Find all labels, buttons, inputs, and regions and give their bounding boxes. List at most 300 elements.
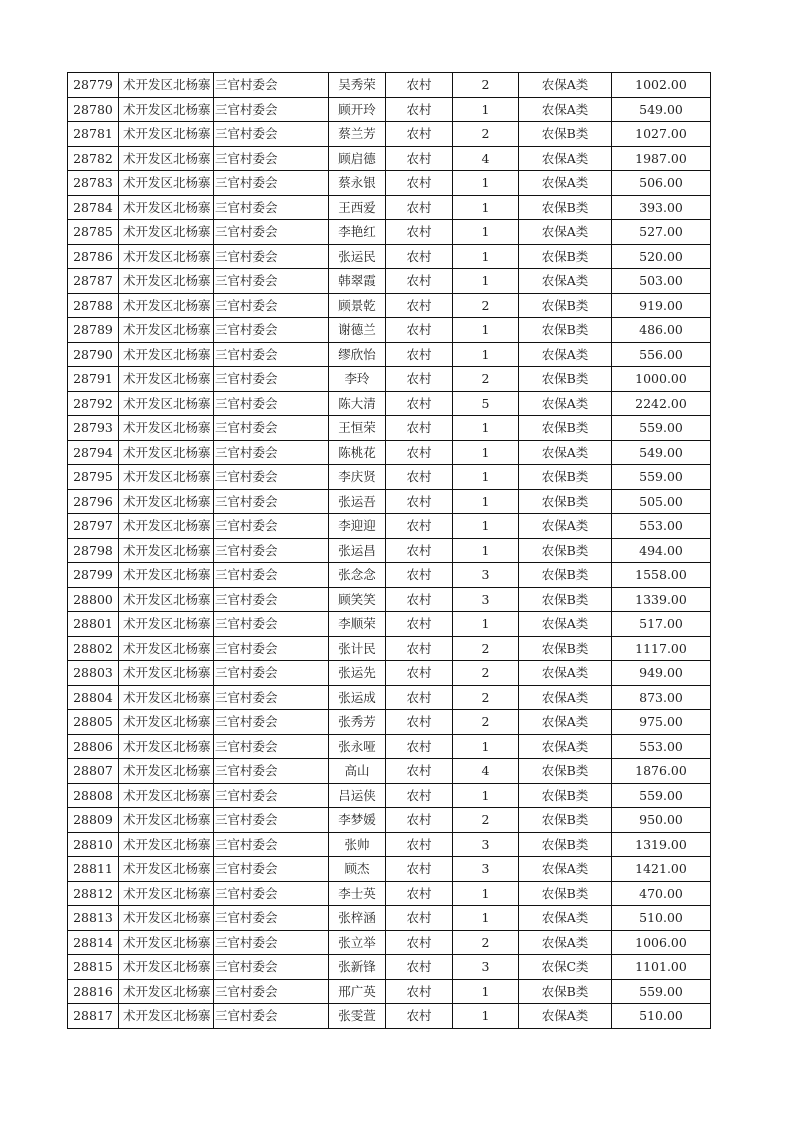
household-type-cell: 农村 (386, 685, 453, 710)
table-row (68, 734, 711, 759)
area-cell: 术开发区北杨寨 (119, 661, 214, 686)
household-type-cell: 农村 (386, 195, 453, 220)
table-row (68, 195, 711, 220)
insurance-category-cell: 农保A类 (519, 734, 612, 759)
amount-cell: 1987.00 (612, 146, 711, 171)
village-committee-cell: 三官村委会 (214, 293, 329, 318)
village-committee-cell: 三官村委会 (214, 563, 329, 588)
member-count-cell: 3 (453, 587, 519, 612)
member-count-cell: 2 (453, 122, 519, 147)
member-count-cell: 4 (453, 759, 519, 784)
insurance-category-cell: 农保A类 (519, 857, 612, 882)
household-type-cell: 农村 (386, 171, 453, 196)
household-type-cell: 农村 (386, 661, 453, 686)
village-committee-cell: 三官村委会 (214, 122, 329, 147)
name-cell: 李士英 (329, 881, 386, 906)
village-committee-cell: 三官村委会 (214, 514, 329, 539)
amount-cell: 506.00 (612, 171, 711, 196)
insurance-category-cell: 农保A类 (519, 710, 612, 735)
area-cell: 术开发区北杨寨 (119, 342, 214, 367)
member-count-cell: 2 (453, 636, 519, 661)
member-count-cell: 2 (453, 808, 519, 833)
village-committee-cell: 三官村委会 (214, 220, 329, 245)
area-cell: 术开发区北杨寨 (119, 759, 214, 784)
row-number: 28798 (68, 538, 119, 563)
member-count-cell: 1 (453, 612, 519, 637)
household-type-cell: 农村 (386, 514, 453, 539)
amount-cell: 919.00 (612, 293, 711, 318)
insurance-category-cell: 农保A类 (519, 269, 612, 294)
amount-cell: 1558.00 (612, 563, 711, 588)
village-committee-cell: 三官村委会 (214, 710, 329, 735)
member-count-cell: 3 (453, 955, 519, 980)
row-number: 28791 (68, 367, 119, 392)
table-row (68, 955, 711, 980)
amount-cell: 549.00 (612, 440, 711, 465)
table-body (68, 73, 711, 1029)
row-number: 28783 (68, 171, 119, 196)
household-type-cell: 农村 (386, 538, 453, 563)
table-row (68, 1004, 711, 1029)
row-number: 28800 (68, 587, 119, 612)
amount-cell: 503.00 (612, 269, 711, 294)
name-cell: 张立举 (329, 930, 386, 955)
name-cell: 张新锋 (329, 955, 386, 980)
row-number: 28801 (68, 612, 119, 637)
area-cell: 术开发区北杨寨 (119, 881, 214, 906)
name-cell: 李梦媛 (329, 808, 386, 833)
village-committee-cell: 三官村委会 (214, 906, 329, 931)
area-cell: 术开发区北杨寨 (119, 710, 214, 735)
table-row (68, 930, 711, 955)
insurance-category-cell: 农保A类 (519, 661, 612, 686)
area-cell: 术开发区北杨寨 (119, 979, 214, 1004)
amount-cell: 559.00 (612, 465, 711, 490)
household-type-cell: 农村 (386, 97, 453, 122)
insurance-category-cell: 农保B类 (519, 195, 612, 220)
table-row (68, 73, 711, 98)
amount-cell: 1002.00 (612, 73, 711, 98)
village-committee-cell: 三官村委会 (214, 440, 329, 465)
row-number: 28815 (68, 955, 119, 980)
row-number: 28816 (68, 979, 119, 1004)
row-number: 28792 (68, 391, 119, 416)
name-cell: 顾笑笑 (329, 587, 386, 612)
area-cell: 术开发区北杨寨 (119, 293, 214, 318)
village-committee-cell: 三官村委会 (214, 783, 329, 808)
member-count-cell: 2 (453, 930, 519, 955)
insurance-category-cell: 农保A类 (519, 342, 612, 367)
area-cell: 术开发区北杨寨 (119, 930, 214, 955)
insurance-category-cell: 农保B类 (519, 832, 612, 857)
name-cell: 高山 (329, 759, 386, 784)
row-number: 28793 (68, 416, 119, 441)
amount-cell: 2242.00 (612, 391, 711, 416)
household-type-cell: 农村 (386, 808, 453, 833)
household-type-cell: 农村 (386, 1004, 453, 1029)
village-committee-cell: 三官村委会 (214, 734, 329, 759)
row-number: 28784 (68, 195, 119, 220)
table-row (68, 636, 711, 661)
village-committee-cell: 三官村委会 (214, 538, 329, 563)
area-cell: 术开发区北杨寨 (119, 489, 214, 514)
member-count-cell: 1 (453, 906, 519, 931)
village-committee-cell: 三官村委会 (214, 342, 329, 367)
area-cell: 术开发区北杨寨 (119, 636, 214, 661)
member-count-cell: 1 (453, 318, 519, 343)
insurance-category-cell: 农保B类 (519, 538, 612, 563)
member-count-cell: 1 (453, 538, 519, 563)
area-cell: 术开发区北杨寨 (119, 220, 214, 245)
table-row (68, 122, 711, 147)
household-type-cell: 农村 (386, 318, 453, 343)
insurance-category-cell: 农保B类 (519, 587, 612, 612)
area-cell: 术开发区北杨寨 (119, 465, 214, 490)
table-row (68, 97, 711, 122)
insurance-category-cell: 农保B类 (519, 367, 612, 392)
amount-cell: 559.00 (612, 416, 711, 441)
name-cell: 张雯萱 (329, 1004, 386, 1029)
area-cell: 术开发区北杨寨 (119, 563, 214, 588)
household-type-cell: 农村 (386, 146, 453, 171)
row-number: 28813 (68, 906, 119, 931)
area-cell: 术开发区北杨寨 (119, 808, 214, 833)
household-type-cell: 农村 (386, 587, 453, 612)
area-cell: 术开发区北杨寨 (119, 734, 214, 759)
village-committee-cell: 三官村委会 (214, 685, 329, 710)
household-type-cell: 农村 (386, 367, 453, 392)
household-type-cell: 农村 (386, 759, 453, 784)
row-number: 28794 (68, 440, 119, 465)
area-cell: 术开发区北杨寨 (119, 514, 214, 539)
area-cell: 术开发区北杨寨 (119, 832, 214, 857)
village-committee-cell: 三官村委会 (214, 930, 329, 955)
household-type-cell: 农村 (386, 269, 453, 294)
insurance-category-cell: 农保A类 (519, 440, 612, 465)
village-committee-cell: 三官村委会 (214, 587, 329, 612)
table-row (68, 220, 711, 245)
insurance-category-cell: 农保A类 (519, 73, 612, 98)
row-number: 28804 (68, 685, 119, 710)
row-number: 28790 (68, 342, 119, 367)
amount-cell: 1117.00 (612, 636, 711, 661)
insurance-category-cell: 农保B类 (519, 979, 612, 1004)
table-row (68, 269, 711, 294)
table-row (68, 538, 711, 563)
name-cell: 张运成 (329, 685, 386, 710)
insurance-category-cell: 农保B类 (519, 416, 612, 441)
insurance-category-cell: 农保B类 (519, 759, 612, 784)
name-cell: 张计民 (329, 636, 386, 661)
table-row (68, 906, 711, 931)
village-committee-cell: 三官村委会 (214, 808, 329, 833)
amount-cell: 1339.00 (612, 587, 711, 612)
household-type-cell: 农村 (386, 73, 453, 98)
area-cell: 术开发区北杨寨 (119, 685, 214, 710)
insurance-category-cell: 农保A类 (519, 97, 612, 122)
household-type-cell: 农村 (386, 293, 453, 318)
table-row (68, 465, 711, 490)
member-count-cell: 1 (453, 244, 519, 269)
amount-cell: 494.00 (612, 538, 711, 563)
household-type-cell: 农村 (386, 391, 453, 416)
member-count-cell: 2 (453, 367, 519, 392)
table-row (68, 808, 711, 833)
member-count-cell: 1 (453, 342, 519, 367)
member-count-cell: 1 (453, 514, 519, 539)
amount-cell: 510.00 (612, 1004, 711, 1029)
insurance-category-cell: 农保A类 (519, 685, 612, 710)
amount-cell: 1421.00 (612, 857, 711, 882)
table-row (68, 440, 711, 465)
member-count-cell: 1 (453, 269, 519, 294)
insurance-category-cell: 农保A类 (519, 514, 612, 539)
row-number: 28811 (68, 857, 119, 882)
amount-cell: 393.00 (612, 195, 711, 220)
member-count-cell: 1 (453, 734, 519, 759)
member-count-cell: 1 (453, 416, 519, 441)
amount-cell: 549.00 (612, 97, 711, 122)
household-type-cell: 农村 (386, 930, 453, 955)
village-committee-cell: 三官村委会 (214, 881, 329, 906)
member-count-cell: 1 (453, 489, 519, 514)
area-cell: 术开发区北杨寨 (119, 195, 214, 220)
table-row (68, 514, 711, 539)
name-cell: 韩翠霞 (329, 269, 386, 294)
insurance-category-cell: 农保B类 (519, 636, 612, 661)
table-row (68, 489, 711, 514)
row-number: 28788 (68, 293, 119, 318)
insurance-category-cell: 农保B类 (519, 881, 612, 906)
insurance-category-cell: 农保B类 (519, 122, 612, 147)
row-number: 28796 (68, 489, 119, 514)
amount-cell: 950.00 (612, 808, 711, 833)
table-row (68, 783, 711, 808)
member-count-cell: 1 (453, 440, 519, 465)
row-number: 28785 (68, 220, 119, 245)
household-type-cell: 农村 (386, 440, 453, 465)
insurance-category-cell: 农保B类 (519, 465, 612, 490)
household-type-cell: 农村 (386, 612, 453, 637)
insurance-category-cell: 农保A类 (519, 930, 612, 955)
name-cell: 缪欣怡 (329, 342, 386, 367)
household-type-cell: 农村 (386, 220, 453, 245)
amount-cell: 975.00 (612, 710, 711, 735)
name-cell: 张帅 (329, 832, 386, 857)
name-cell: 顾杰 (329, 857, 386, 882)
household-type-cell: 农村 (386, 734, 453, 759)
area-cell: 术开发区北杨寨 (119, 416, 214, 441)
table-row (68, 146, 711, 171)
member-count-cell: 2 (453, 710, 519, 735)
area-cell: 术开发区北杨寨 (119, 612, 214, 637)
name-cell: 蔡永银 (329, 171, 386, 196)
household-type-cell: 农村 (386, 244, 453, 269)
table-row (68, 318, 711, 343)
insurance-category-cell: 农保B类 (519, 318, 612, 343)
insurance-category-cell: 农保B类 (519, 293, 612, 318)
table-row (68, 661, 711, 686)
row-number: 28810 (68, 832, 119, 857)
row-number: 28799 (68, 563, 119, 588)
table-row (68, 979, 711, 1004)
village-committee-cell: 三官村委会 (214, 759, 329, 784)
amount-cell: 486.00 (612, 318, 711, 343)
insurance-category-cell: 农保A类 (519, 146, 612, 171)
name-cell: 张运民 (329, 244, 386, 269)
area-cell: 术开发区北杨寨 (119, 171, 214, 196)
area-cell: 术开发区北杨寨 (119, 244, 214, 269)
member-count-cell: 2 (453, 73, 519, 98)
table-row (68, 857, 711, 882)
name-cell: 李迎迎 (329, 514, 386, 539)
name-cell: 顾景乾 (329, 293, 386, 318)
amount-cell: 553.00 (612, 514, 711, 539)
village-committee-cell: 三官村委会 (214, 832, 329, 857)
row-number: 28809 (68, 808, 119, 833)
amount-cell: 505.00 (612, 489, 711, 514)
name-cell: 张念念 (329, 563, 386, 588)
name-cell: 邢广英 (329, 979, 386, 1004)
village-committee-cell: 三官村委会 (214, 636, 329, 661)
insurance-category-cell: 农保A类 (519, 1004, 612, 1029)
amount-cell: 559.00 (612, 979, 711, 1004)
row-number: 28802 (68, 636, 119, 661)
row-number: 28817 (68, 1004, 119, 1029)
row-number: 28789 (68, 318, 119, 343)
row-number: 28779 (68, 73, 119, 98)
name-cell: 王西爱 (329, 195, 386, 220)
amount-cell: 517.00 (612, 612, 711, 637)
household-type-cell: 农村 (386, 955, 453, 980)
village-committee-cell: 三官村委会 (214, 465, 329, 490)
area-cell: 术开发区北杨寨 (119, 391, 214, 416)
area-cell: 术开发区北杨寨 (119, 440, 214, 465)
name-cell: 陈桃花 (329, 440, 386, 465)
insurance-category-cell: 农保B类 (519, 808, 612, 833)
table-row (68, 612, 711, 637)
table-row (68, 171, 711, 196)
row-number: 28814 (68, 930, 119, 955)
village-committee-cell: 三官村委会 (214, 367, 329, 392)
table-row (68, 685, 711, 710)
village-committee-cell: 三官村委会 (214, 1004, 329, 1029)
row-number: 28812 (68, 881, 119, 906)
name-cell: 吴秀荣 (329, 73, 386, 98)
member-count-cell: 1 (453, 195, 519, 220)
household-type-cell: 农村 (386, 563, 453, 588)
area-cell: 术开发区北杨寨 (119, 857, 214, 882)
village-committee-cell: 三官村委会 (214, 489, 329, 514)
table-row (68, 391, 711, 416)
amount-cell: 520.00 (612, 244, 711, 269)
area-cell: 术开发区北杨寨 (119, 906, 214, 931)
village-committee-cell: 三官村委会 (214, 857, 329, 882)
amount-cell: 470.00 (612, 881, 711, 906)
amount-cell: 1000.00 (612, 367, 711, 392)
household-type-cell: 农村 (386, 416, 453, 441)
table-row (68, 587, 711, 612)
amount-cell: 1027.00 (612, 122, 711, 147)
member-count-cell: 1 (453, 97, 519, 122)
name-cell: 李顺荣 (329, 612, 386, 637)
insurance-category-cell: 农保A类 (519, 906, 612, 931)
village-committee-cell: 三官村委会 (214, 171, 329, 196)
table-row (68, 367, 711, 392)
amount-cell: 510.00 (612, 906, 711, 931)
table-row (68, 416, 711, 441)
relief-roster-table (67, 72, 711, 1029)
row-number: 28803 (68, 661, 119, 686)
row-number: 28807 (68, 759, 119, 784)
amount-cell: 1319.00 (612, 832, 711, 857)
area-cell: 术开发区北杨寨 (119, 538, 214, 563)
row-number: 28795 (68, 465, 119, 490)
row-number: 28786 (68, 244, 119, 269)
member-count-cell: 5 (453, 391, 519, 416)
row-number: 28797 (68, 514, 119, 539)
amount-cell: 1101.00 (612, 955, 711, 980)
village-committee-cell: 三官村委会 (214, 955, 329, 980)
area-cell: 术开发区北杨寨 (119, 146, 214, 171)
member-count-cell: 1 (453, 783, 519, 808)
name-cell: 顾启德 (329, 146, 386, 171)
member-count-cell: 1 (453, 465, 519, 490)
name-cell: 张永哑 (329, 734, 386, 759)
name-cell: 王恒荣 (329, 416, 386, 441)
amount-cell: 527.00 (612, 220, 711, 245)
household-type-cell: 农村 (386, 342, 453, 367)
village-committee-cell: 三官村委会 (214, 391, 329, 416)
household-type-cell: 农村 (386, 710, 453, 735)
household-type-cell: 农村 (386, 832, 453, 857)
village-committee-cell: 三官村委会 (214, 97, 329, 122)
name-cell: 陈大清 (329, 391, 386, 416)
member-count-cell: 3 (453, 857, 519, 882)
member-count-cell: 1 (453, 171, 519, 196)
village-committee-cell: 三官村委会 (214, 661, 329, 686)
insurance-category-cell: 农保B类 (519, 563, 612, 588)
household-type-cell: 农村 (386, 979, 453, 1004)
name-cell: 张秀芳 (329, 710, 386, 735)
table-row (68, 759, 711, 784)
village-committee-cell: 三官村委会 (214, 146, 329, 171)
area-cell: 术开发区北杨寨 (119, 318, 214, 343)
area-cell: 术开发区北杨寨 (119, 955, 214, 980)
household-type-cell: 农村 (386, 122, 453, 147)
village-committee-cell: 三官村委会 (214, 318, 329, 343)
table-row (68, 563, 711, 588)
area-cell: 术开发区北杨寨 (119, 367, 214, 392)
member-count-cell: 1 (453, 1004, 519, 1029)
member-count-cell: 4 (453, 146, 519, 171)
table-row (68, 881, 711, 906)
household-type-cell: 农村 (386, 783, 453, 808)
row-number: 28805 (68, 710, 119, 735)
member-count-cell: 3 (453, 832, 519, 857)
name-cell: 李庆贤 (329, 465, 386, 490)
table-row (68, 710, 711, 735)
village-committee-cell: 三官村委会 (214, 269, 329, 294)
amount-cell: 873.00 (612, 685, 711, 710)
row-number: 28808 (68, 783, 119, 808)
insurance-category-cell: 农保B类 (519, 783, 612, 808)
area-cell: 术开发区北杨寨 (119, 122, 214, 147)
household-type-cell: 农村 (386, 636, 453, 661)
amount-cell: 1876.00 (612, 759, 711, 784)
insurance-category-cell: 农保A类 (519, 220, 612, 245)
row-number: 28806 (68, 734, 119, 759)
